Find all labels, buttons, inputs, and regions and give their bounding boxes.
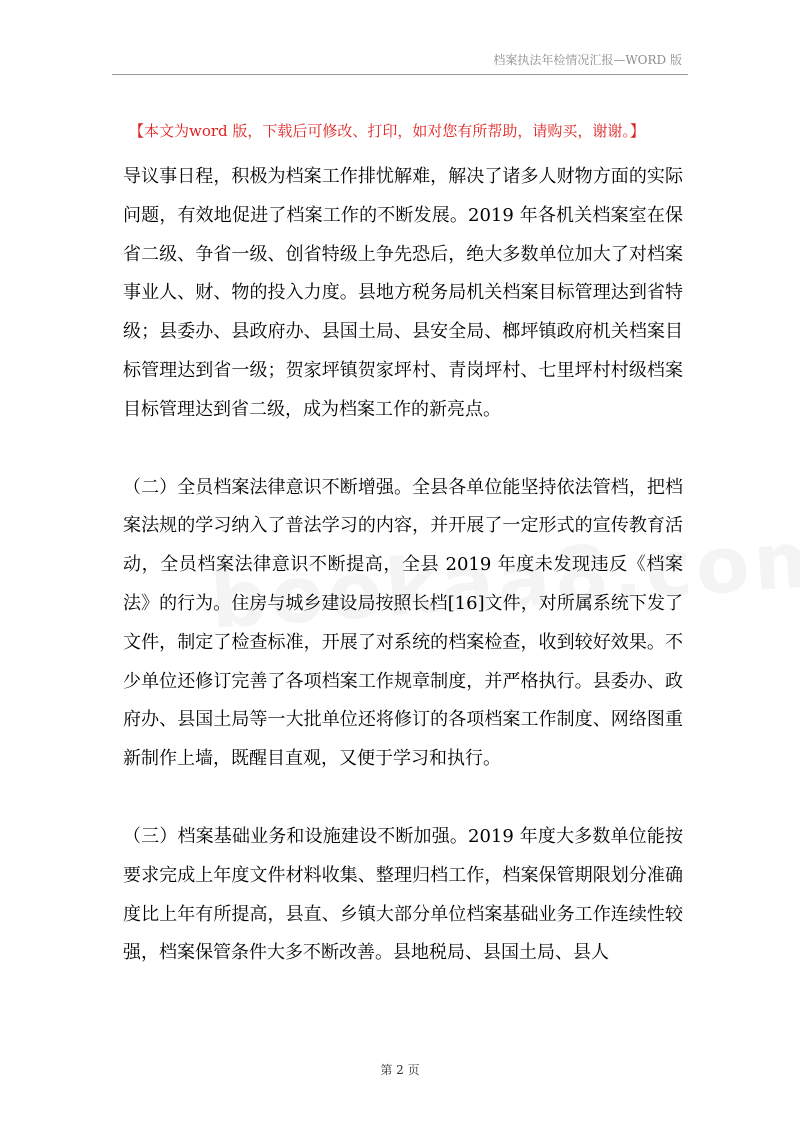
running-header-title: 档案执法年检情况汇报—WORD 版 [493,53,682,67]
paragraph-infrastructure: （三）档案基础业务和设施建设不断加强。2019 年度大多数单位能按要求完成上年度文件材料收集、整理归档工作，档案保管期限划分准确度比上年有所提高，县直、乡镇大部分单位档案基础业务工作连续性较强，档案保管条件大多不断改善。县地税局、县国土局、县人 [123,825,683,964]
paragraph-continuation: 导议事日程，积极为档案工作排忧解难，解决了诸多人财物方面的实际问题，有效地促进了档案工作的不断发展。2019 年各机关档案室在保省二级、争省一级、创省特级上争先恐后，绝大多数单位加大了对档案事业人、财、物的投入力度。县地方税务局机关档案目标管理达到省特级；县委办、县政府办、县国土局、县安全局、榔坪镇政府机关档案目标管理达到省一级；贺家坪镇贺家坪村、青岗坪村、七里坪村村级档案目标管理达到省二级，成为档案工作的新亮点。 [123,166,683,420]
download-notice: 【本文为word 版，下载后可修改、打印，如对您有所帮助，请购买，谢谢。】 [129,122,645,140]
paragraph-gap [123,779,683,818]
paragraph-legal-awareness: （二）全员档案法律意识不断增强。全县各单位能坚持依法管档，把档案法规的学习纳入了普法学习的内容，并开展了一定形式的宣传教育活动，全员档案法律意识不断提高，全县 2019 年度未发现违反《档案法》的行为。住房与城乡建设局按照长档[16]文件，对所属系统下发了文件，制定了检查标准，开展了对系统的档案检查，收到较好效果。不少单位还修订完善了各项档案工作规章制度，并严格执行。县委办、政府办、县国土局等一大批单位还将修订的各项档案工作制度、网络图重新制作上墙，既醒目直观，又便于学习和执行。 [123,476,683,770]
paragraph-gap [123,430,683,469]
header-divider [112,74,688,75]
page-number: 第 2 页 [380,1063,420,1077]
document-body [123,158,683,973]
